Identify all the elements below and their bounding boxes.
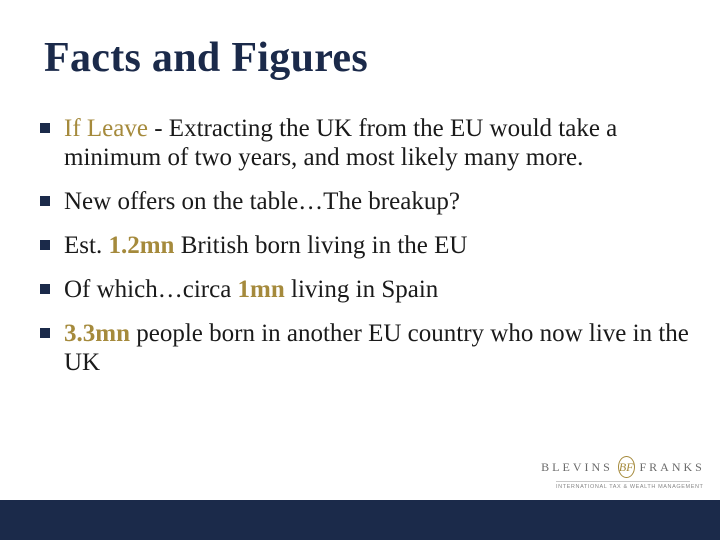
bullet-text: living in Spain: [284, 276, 439, 303]
slide-title: Facts and Figures: [44, 35, 368, 81]
highlight-figure: 1.2mn: [108, 232, 175, 259]
company-logo: [541, 456, 705, 490]
bullet-text: people born in another EU country who now live in the UK: [64, 320, 689, 376]
bullet-item: [40, 187, 700, 216]
highlight-figure: 3.3mn: [64, 320, 130, 347]
logo-tagline: INTERNATIONAL TAX & WEALTH MANAGEMENT: [556, 484, 704, 490]
bullet-item: [40, 319, 700, 377]
square-bullet-icon: [40, 240, 50, 250]
square-bullet-icon: [40, 328, 50, 338]
bullet-item: [40, 275, 700, 304]
bullet-text: New offers on the table…The breakup?: [64, 188, 460, 215]
highlight-figure: 1mn: [237, 276, 285, 303]
footer-bar: [0, 500, 720, 540]
bullet-text: Of which…circa: [64, 276, 238, 303]
bullet-list: [40, 114, 700, 392]
logo-wordmark: [541, 456, 705, 478]
logo-divider: [556, 481, 690, 482]
bullet-text: Est.: [64, 232, 109, 259]
square-bullet-icon: [40, 123, 50, 133]
bullet-item: [40, 114, 700, 172]
highlight-text: If Leave: [64, 115, 148, 142]
logo-monogram-icon: BF: [618, 456, 635, 478]
logo-right-word: FRANKS: [639, 459, 705, 474]
bullet-text: - Extracting the UK from the EU would take a minimum of two years, and most likely many more.: [64, 115, 618, 171]
square-bullet-icon: [40, 284, 50, 294]
bullet-item: [40, 231, 700, 260]
logo-left-word: BLEVINS: [541, 459, 613, 474]
bullet-text: British born living in the EU: [174, 232, 468, 259]
square-bullet-icon: [40, 196, 50, 206]
